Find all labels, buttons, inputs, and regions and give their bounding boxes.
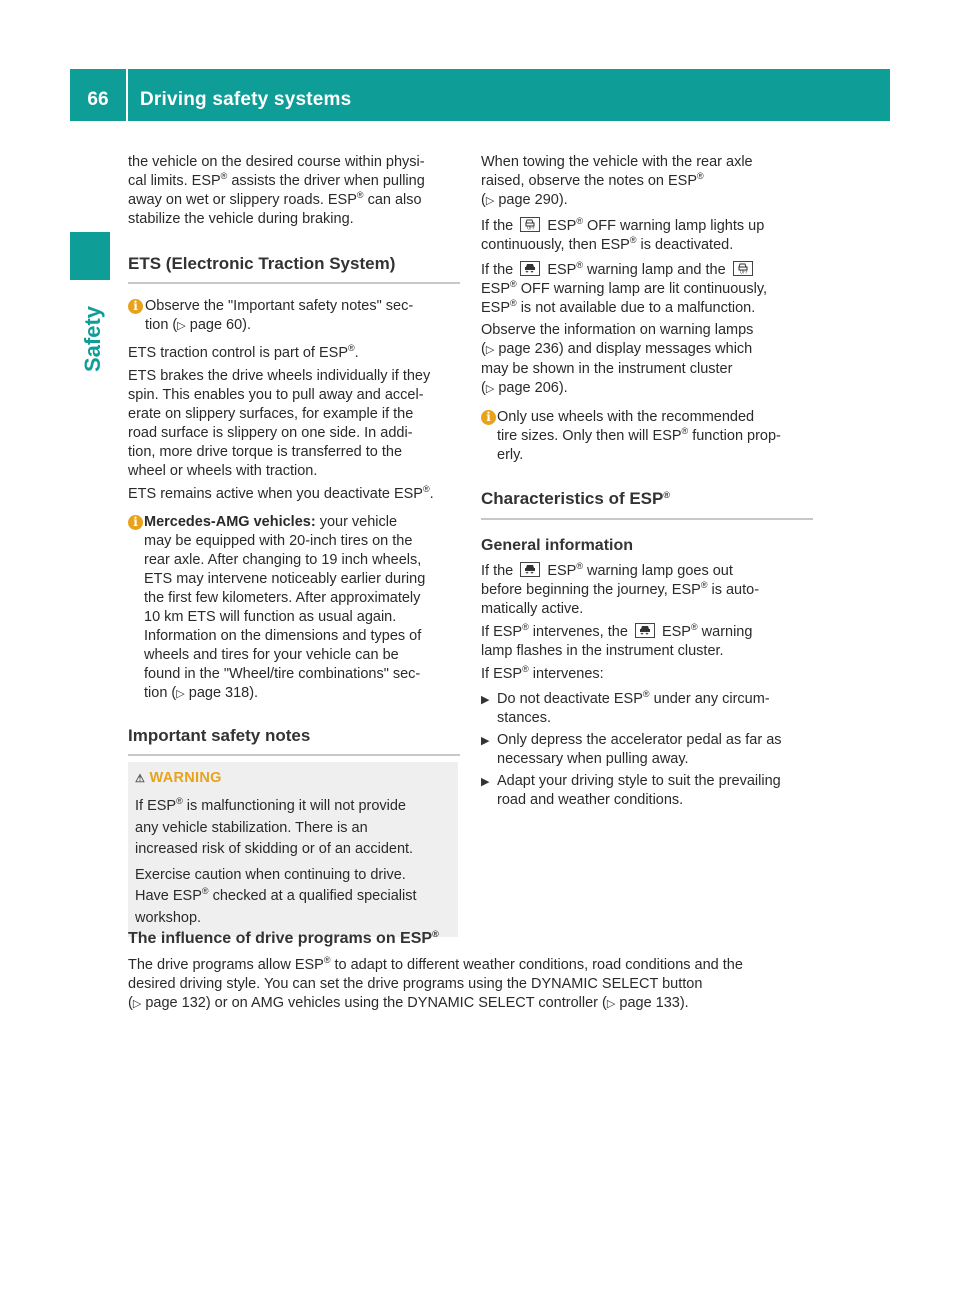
warning-triangle-icon: ⚠ — [135, 773, 146, 785]
ets-info-note: i Observe the "Important safety notes" sec- tion (▷ page 60). — [128, 297, 460, 336]
ets-paragraph-2: ETS brakes the drive wheels individually if they spin. This enables you to pull away and accel- erate on slippery surfaces, for example if the road surface is slippery on one side. In addi- tion, more drive torque is transferred to the wheel or wheels with traction. — [128, 368, 431, 479]
left-column — [128, 153, 460, 937]
page-ref-133[interactable]: page 133). — [619, 995, 689, 1011]
intervenes-intro: If ESP® intervenes: — [481, 664, 604, 682]
page-header — [70, 69, 890, 121]
characteristics-heading: Characteristics of ESP® — [481, 489, 670, 508]
page-ref-318[interactable]: page 318). — [188, 685, 259, 701]
esp-off-lamp-icon — [520, 217, 540, 232]
list-item: ▶ Only depress the accelerator pedal as far as necessary when pulling away. — [481, 732, 782, 767]
warning-title: ⚠ WARNING — [135, 770, 222, 786]
page-ref-arrow-icon: ▷ — [485, 195, 495, 207]
warning-paragraph-2: Exercise caution when continuing to drive. — [135, 866, 406, 883]
bullet-arrow-icon: ▶ — [481, 735, 490, 747]
side-tab-block — [70, 232, 110, 280]
page-ref-arrow-icon: ▷ — [606, 998, 616, 1010]
towing-paragraph: When towing the vehicle with the rear axle raised, observe the notes on ESP® (▷ page 290). — [481, 154, 753, 208]
warning-paragraph-1: If ESP® is malfunctioning it will not provide any vehicle stabilization. There is an increased risk of skidding or of an accident. — [135, 796, 414, 857]
page-ref-arrow-icon: ▷ — [177, 320, 186, 332]
page-title: Driving safety systems — [140, 89, 352, 110]
page-ref-290[interactable]: page 290). — [498, 192, 568, 208]
svg-text:OFF: OFF — [527, 225, 536, 230]
header-divider — [126, 69, 128, 121]
right-column — [481, 153, 813, 810]
esp-both-lamps-paragraph: If the ESP® warning lamp and the OFF ESP® OFF warning lamp are lit continuously, ESP® is not available due to a malfunction. — [481, 260, 768, 316]
page-ref-206[interactable]: page 206). — [498, 380, 568, 396]
warning-box — [128, 762, 458, 937]
page-number: 66 — [87, 89, 109, 110]
drive-programs-section — [128, 929, 828, 1014]
page-ref-arrow-icon: ▷ — [485, 344, 495, 356]
list-item: ▶ Do not deactivate ESP® under any circum- stances. — [481, 689, 770, 726]
page-ref-132[interactable]: page 132) or on AMG vehicles using the DYNAMIC SELECT controller ( — [145, 995, 607, 1011]
wheels-info-note: i Only use wheels with the recommended tire sizes. Only then will ESP® function prop- erly. — [481, 408, 813, 465]
esp-warning-lamp-icon — [520, 562, 540, 577]
warning-paragraph-3: Have ESP® checked at a qualified specialist workshop. — [135, 886, 417, 926]
page-ref-arrow-icon: ▷ — [485, 383, 495, 395]
bullet-arrow-icon: ▶ — [481, 776, 490, 788]
esp-warning-lamp-icon — [520, 261, 540, 276]
page-ref-60[interactable]: page 60). — [189, 317, 252, 333]
ets-paragraph-1: ETS traction control is part of ESP®. — [128, 343, 359, 361]
observe-paragraph: Observe the information on warning lamps (▷ page 236) and display messages which may be shown in the instrument cluster (▷ page 206). — [481, 322, 754, 396]
drive-programs-heading: The influence of drive programs on ESP® — [128, 929, 439, 947]
side-tab — [76, 288, 106, 378]
info-icon: i — [128, 299, 143, 314]
bullet-arrow-icon: ▶ — [481, 694, 490, 706]
list-item: ▶ Adapt your driving style to suit the prevailing road and weather conditions. — [481, 773, 781, 808]
info-icon: i — [481, 410, 496, 425]
svg-text:OFF: OFF — [739, 269, 748, 274]
esp-off-lamp-icon — [733, 261, 753, 276]
safety-heading: Important safety notes — [128, 726, 311, 745]
amg-info-note: i Mercedes-AMG vehicles: your vehicle may be equipped with 20-inch tires on the rear axle. After changing to 19 inch wheels, ETS may intervene noticeably earlier during the first few kilometers. After approximately 10 km ETS will function as usual again. Information on the dimensions and types of wheels and tires for your vehicle can be found in the "Wheel/tire combinations" sec- tion (▷ page 318). — [128, 513, 460, 704]
ets-heading: ETS (Electronic Traction System) — [128, 254, 396, 273]
info-icon: i — [128, 515, 143, 530]
general-information-heading: General information — [481, 537, 634, 554]
drive-programs-paragraph: The drive programs allow ESP® to adapt to different weather conditions, road conditions and the desired driving style. You can set the drive programs using the DYNAMIC SELECT button (▷ page 132) or on AMG vehicles using the DYNAMIC SELECT controller (▷ page 133). — [128, 955, 743, 1011]
intervenes-paragraph: If ESP® intervenes, the ESP® warning lamp flashes in the instrument cluster. — [481, 622, 753, 659]
page-ref-236[interactable]: page 236) and display messages which — [498, 341, 753, 357]
page-ref-arrow-icon: ▷ — [176, 688, 185, 700]
esp-off-paragraph: If the OFF ESP® OFF warning lamp lights up continuously, then ESP® is deactivated. — [481, 216, 765, 253]
esp-warning-lamp-icon — [635, 623, 655, 638]
general-paragraph: If the ESP® warning lamp goes out before beginning the journey, ESP® is auto- matically active. — [481, 561, 760, 617]
ets-paragraph-3: ETS remains active when you deactivate ESP®. — [128, 484, 434, 502]
intro-paragraph: the vehicle on the desired course within physi- cal limits. ESP® assists the driver when pulling away on wet or slippery roads. ESP® can also stabilize the vehicle during braking. — [128, 154, 425, 227]
page-ref-arrow-icon: ▷ — [132, 998, 142, 1010]
side-tab-label: Safety — [80, 305, 105, 372]
